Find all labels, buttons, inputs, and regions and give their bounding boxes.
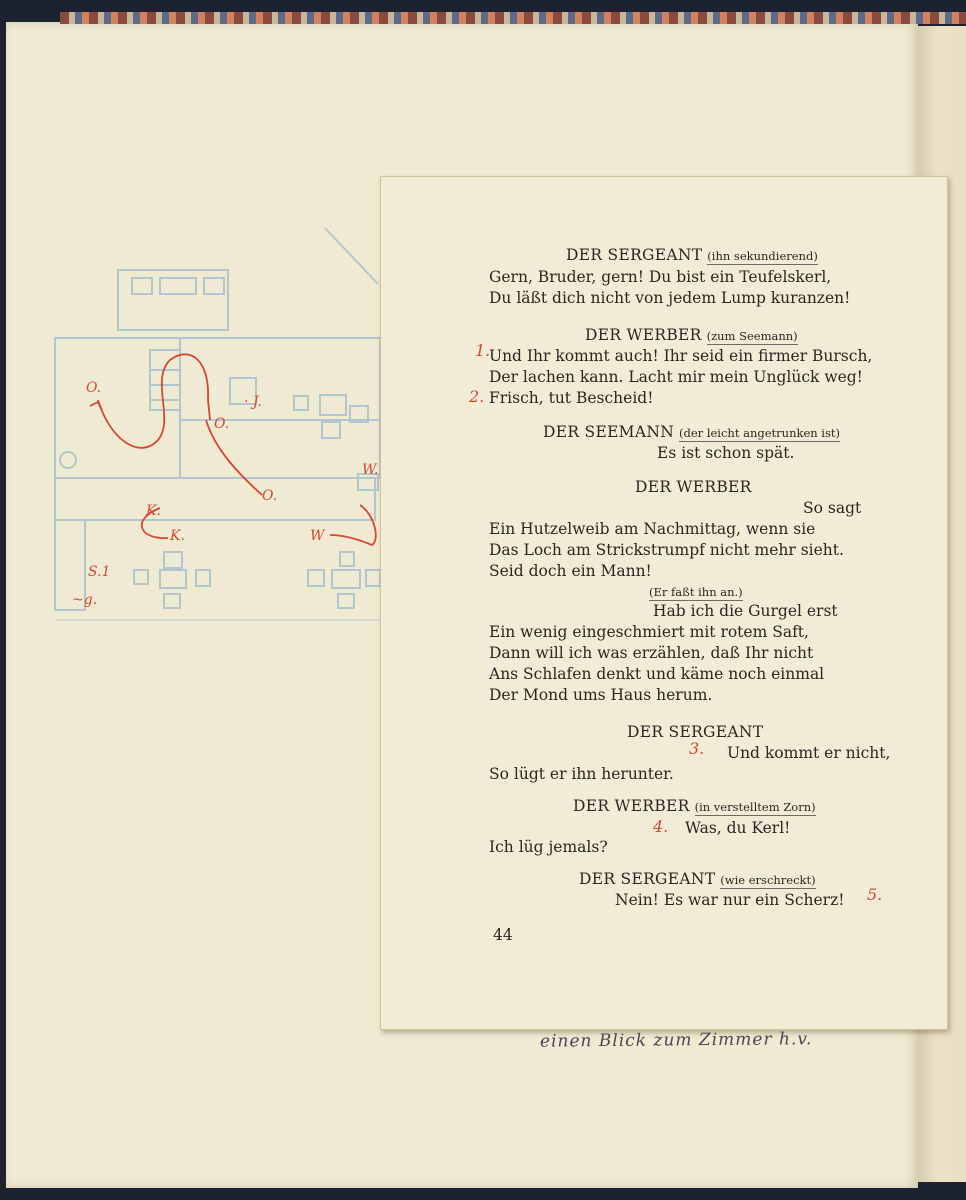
speaker-name: DER WERBER <box>585 326 702 344</box>
verse-line <box>489 367 863 387</box>
verse-line <box>489 288 850 308</box>
verse-line <box>489 764 674 784</box>
verse-text: Das Loch am Strickstrumpf nicht mehr sieht. <box>489 541 844 559</box>
stage-direction: (wie erschreckt) <box>720 873 816 887</box>
verse-text: Nein! Es war nur ein Scherz! <box>615 891 845 909</box>
verse-text: Ich lüg jemals? <box>489 838 608 856</box>
verse-line <box>489 519 815 539</box>
verse-text: Du läßt dich nicht von jedem Lump kuranzen! <box>489 289 851 307</box>
speaker-name: DER WERBER <box>573 797 690 815</box>
speaker-name: DER SEEMANN <box>543 423 675 441</box>
label-j: · J. <box>244 394 262 410</box>
pasted-script-page <box>380 176 948 1030</box>
verse-text: Und kommt er nicht, <box>727 744 891 762</box>
verse-text: So sagt <box>803 499 862 517</box>
stage-direction: (zum Seemann) <box>706 329 798 343</box>
verse-line <box>489 540 844 560</box>
speaker-heading <box>579 869 816 890</box>
verse-text: Frisch, tut Bescheid! <box>489 389 654 407</box>
cue-mark-2: 2. <box>469 387 485 406</box>
verse-text: Der Mond ums Haus herum. <box>489 686 713 704</box>
speaker-name: DER SERGEANT <box>579 870 716 888</box>
verse-text: Was, du Kerl! <box>685 819 791 837</box>
verse-text: Ans Schlafen denkt und käme noch einmal <box>489 665 825 683</box>
speaker-heading <box>566 245 818 266</box>
verse-line <box>489 685 712 705</box>
verse-text: Und Ihr kommt auch! Ihr seid ein firmer Bursch, <box>489 347 873 365</box>
speaker-name: DER SERGEANT <box>566 246 703 264</box>
label-k-2: K. <box>170 528 185 544</box>
label-k-1: K. <box>146 503 161 519</box>
label-g: ~g. <box>72 592 98 608</box>
label-w-1: W. <box>362 462 379 478</box>
verse-text: Der lachen kann. Lacht mir mein Unglück weg! <box>489 368 863 386</box>
verse-text: So lügt er ihn herunter. <box>489 765 674 783</box>
verse-text: Gern, Bruder, gern! Du bist ein Teufelskerl, <box>489 268 832 286</box>
page-number: 44 <box>493 926 513 944</box>
label-o-3: O. <box>262 488 278 504</box>
label-w-2: W <box>310 528 325 544</box>
verse-text: Dann will ich was erzählen, daß Ihr nicht <box>489 644 814 662</box>
label-o-1: O. <box>86 380 102 396</box>
cue-mark-4: 4. <box>653 817 669 836</box>
verse-line <box>489 837 608 857</box>
verse-text: Seid doch ein Mann! <box>489 562 652 580</box>
speaker-name: DER SERGEANT <box>627 723 764 741</box>
label-o-2: O. <box>214 416 230 432</box>
speaker-heading <box>635 477 752 497</box>
stage-direction: (ihn sekundierend) <box>707 249 818 263</box>
verse-line <box>685 818 790 838</box>
handwritten-note: einen Blick zum Zimmer h.v. <box>539 1029 813 1052</box>
verse-line <box>489 346 872 366</box>
script-text <box>381 177 947 1029</box>
label-s: S.1 <box>88 564 111 580</box>
speaker-heading <box>543 422 840 443</box>
verse-line <box>489 561 652 581</box>
verse-line <box>657 443 794 463</box>
cue-mark-3: 3. <box>689 739 705 758</box>
speaker-name: DER WERBER <box>635 478 752 496</box>
verse-line <box>489 388 653 408</box>
stage-direction: (in verstelltem Zorn) <box>694 800 816 814</box>
red-movement-arrows <box>90 354 379 545</box>
verse-text: Ein wenig eingeschmiert mit rotem Saft, <box>489 623 809 641</box>
cue-mark-5: 5. <box>867 885 883 904</box>
stage-direction: (der leicht angetrunken ist) <box>679 426 840 440</box>
verse-line <box>489 643 813 663</box>
verse-line <box>489 622 809 642</box>
speaker-heading <box>585 325 798 346</box>
verse-line <box>803 498 861 518</box>
verse-line <box>489 664 824 684</box>
verse-line <box>489 267 831 287</box>
stage-direction <box>649 581 743 602</box>
stage-direction: (Er faßt ihn an.) <box>649 585 743 599</box>
verse-text: Hab ich die Gurgel erst <box>653 602 838 620</box>
speaker-heading <box>573 796 816 817</box>
verse-line <box>615 890 844 910</box>
verse-text: Es ist schon spät. <box>657 444 795 462</box>
verse-text: Ein Hutzelweib am Nachmittag, wenn sie <box>489 520 816 538</box>
verse-line <box>727 743 890 763</box>
verse-line <box>653 601 838 621</box>
cue-mark-1: 1. <box>475 341 491 360</box>
